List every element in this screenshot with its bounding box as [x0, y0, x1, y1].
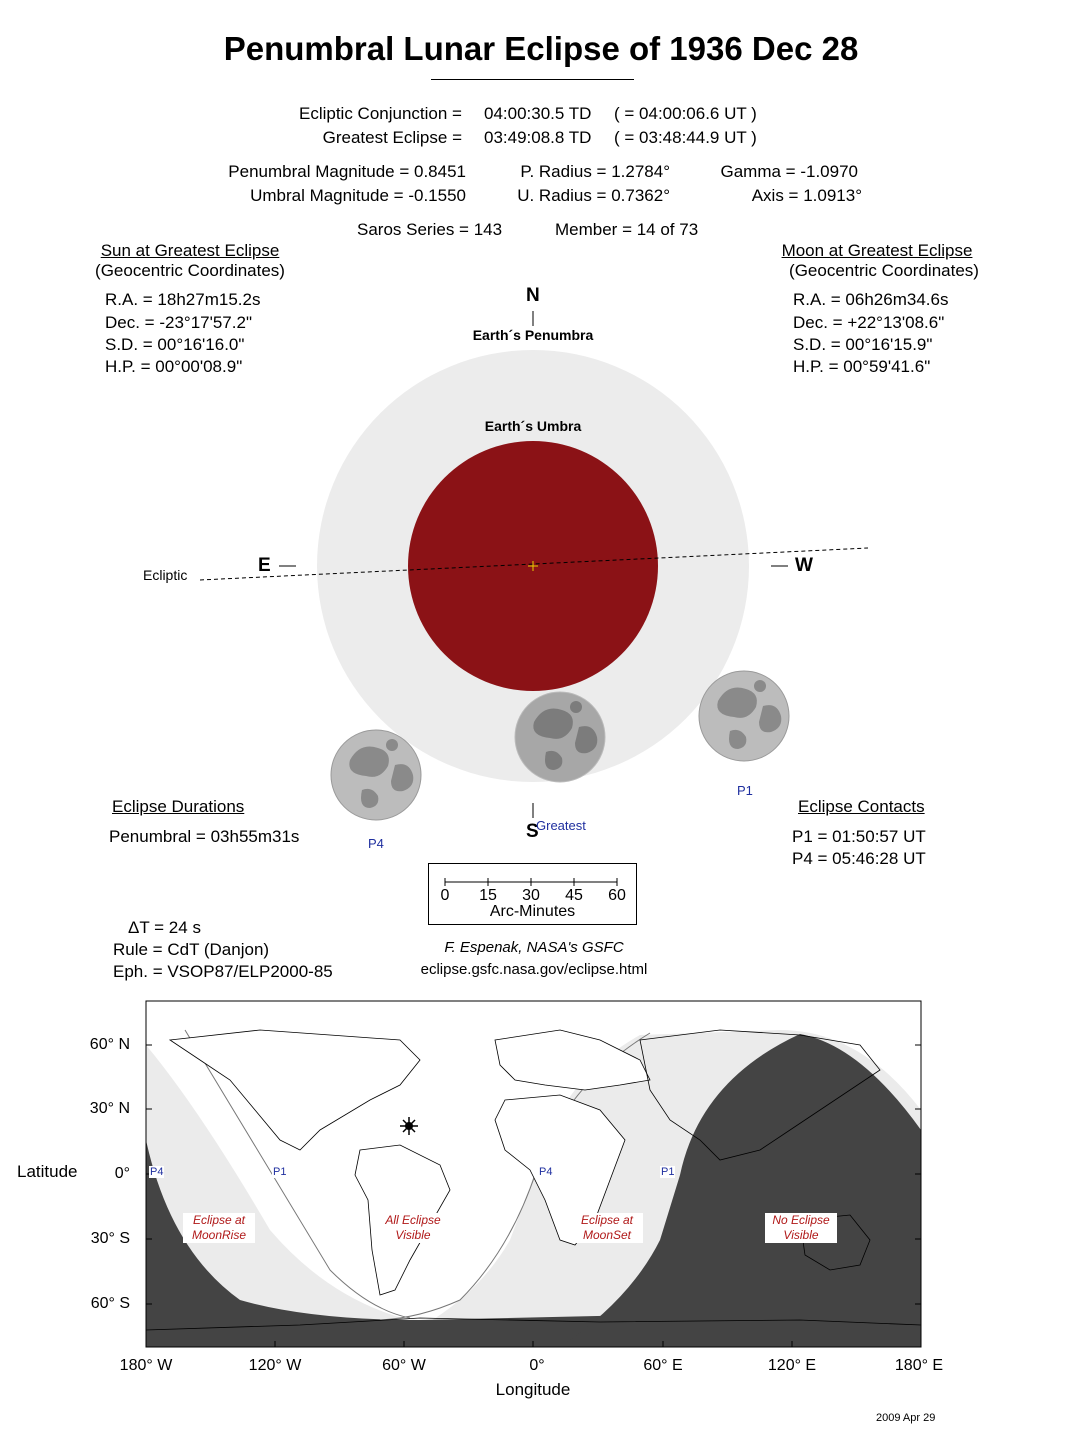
axis-value: Axis = 1.0913° — [751, 186, 862, 205]
moon-hp: H.P. = 00°59'41.6" — [793, 357, 931, 376]
west-label: W — [795, 555, 813, 576]
map-curve-label: P1 — [661, 1166, 675, 1178]
scale-tick: 60 — [608, 887, 626, 904]
moon-ra: R.A. = 06h26m34.6s — [793, 290, 949, 309]
sun-hp: H.P. = 00°00'08.9" — [105, 357, 243, 376]
credit-url[interactable]: eclipse.gsfc.nasa.gov/eclipse.html — [420, 961, 648, 978]
greatest-eclipse-ut: ( = 03:48:44.9 UT ) — [614, 128, 757, 147]
greatest-eclipse-td: 03:49:08.8 TD — [484, 128, 592, 147]
lon-tick-label: 180° W — [119, 1357, 173, 1374]
moon-heading: Moon at Greatest Eclipse — [781, 241, 973, 260]
scale-tick: 15 — [479, 887, 497, 904]
north-label: N — [526, 285, 540, 306]
region-label-moonset: Eclipse at MoonSet — [571, 1213, 643, 1243]
saros-series: Saros Series = 143 — [357, 220, 503, 239]
map-curve-label: P1 — [273, 1166, 287, 1178]
page-title: Penumbral Lunar Eclipse of 1936 Dec 28 — [223, 30, 859, 67]
credit-author: F. Espenak, NASA's GSFC — [444, 939, 624, 956]
lat-tick-label: 30° S — [90, 1230, 130, 1247]
moon-subheading: (Geocentric Coordinates) — [789, 261, 979, 280]
durations-heading: Eclipse Durations — [112, 797, 245, 816]
lon-tick-label: 180° E — [894, 1357, 944, 1374]
delta-t: ΔT = 24 s — [128, 918, 201, 937]
latitude-axis-label: Latitude — [17, 1162, 78, 1181]
contacts-heading: Eclipse Contacts — [798, 797, 925, 816]
gamma-value: Gamma = -1.0970 — [720, 162, 858, 181]
lon-tick-label: 60° E — [643, 1357, 683, 1374]
region-label-moonrise: Eclipse at MoonRise — [183, 1213, 255, 1243]
map-curve-label: P4 — [150, 1166, 164, 1178]
scale-tick: 0 — [440, 887, 450, 904]
conjunction-label: Ecliptic Conjunction = — [298, 104, 462, 123]
saros-member: Member = 14 of 73 — [555, 220, 699, 239]
lat-tick-label: 60° S — [90, 1295, 130, 1312]
contact-p1: P1 = 01:50:57 UT — [792, 827, 926, 846]
ephemeris: Eph. = VSOP87/ELP2000-85 — [113, 962, 333, 981]
rule: Rule = CdT (Danjon) — [113, 940, 270, 959]
region-label-no-eclipse: No Eclipse Visible — [765, 1213, 837, 1243]
contact-p4: P4 = 05:46:28 UT — [792, 849, 926, 868]
east-label: E — [258, 555, 271, 576]
sun-heading: Sun at Greatest Eclipse — [100, 241, 280, 260]
umbral-radius: U. Radius = 0.7362° — [517, 186, 670, 205]
lon-tick-label: 120° E — [767, 1357, 817, 1374]
greatest-label: Greatest — [536, 818, 586, 833]
penumbral-radius: P. Radius = 1.2784° — [520, 162, 670, 181]
lon-tick-label: 0° — [529, 1357, 545, 1374]
lon-tick-label: 120° W — [248, 1357, 302, 1374]
scale-tick: 30 — [522, 887, 540, 904]
lat-tick-label: 60° N — [89, 1036, 130, 1053]
p1-label: P1 — [737, 783, 753, 798]
longitude-axis-label: Longitude — [495, 1380, 571, 1399]
ecliptic-label: Ecliptic — [143, 567, 188, 583]
sun-dec: Dec. = -23°17'57.2" — [105, 313, 252, 332]
moon-dec: Dec. = +22°13'08.6" — [793, 313, 945, 332]
conjunction-td: 04:00:30.5 TD — [484, 104, 592, 123]
map-curve-label: P4 — [539, 1166, 553, 1178]
penumbra-label: Earth´s Penumbra — [472, 327, 594, 343]
lat-tick-label: 0° — [114, 1165, 130, 1182]
scale-label: Arc-Minutes — [489, 903, 576, 920]
umbral-magnitude: Umbral Magnitude = -0.1550 — [250, 186, 466, 205]
umbra-label: Earth´s Umbra — [484, 418, 582, 434]
penumbral-duration: Penumbral = 03h55m31s — [109, 827, 300, 846]
p4-label: P4 — [368, 836, 384, 851]
moon-sd: S.D. = 00°16'15.9" — [793, 335, 933, 354]
lon-tick-label: 60° W — [382, 1357, 426, 1374]
sun-sd: S.D. = 00°16'16.0" — [105, 335, 245, 354]
scale-tick: 45 — [565, 887, 583, 904]
south-label: S — [526, 821, 539, 842]
sun-ra: R.A. = 18h27m15.2s — [105, 290, 261, 309]
sun-subheading: (Geocentric Coordinates) — [95, 261, 285, 280]
region-label-all-visible: All Eclipse Visible — [377, 1213, 449, 1243]
conjunction-ut: ( = 04:00:06.6 UT ) — [614, 104, 757, 123]
plot-date: 2009 Apr 29 — [876, 1412, 936, 1424]
penumbral-magnitude: Penumbral Magnitude = 0.8451 — [228, 162, 466, 181]
lat-tick-label: 30° N — [89, 1100, 130, 1117]
greatest-eclipse-label: Greatest Eclipse = — [322, 128, 462, 147]
